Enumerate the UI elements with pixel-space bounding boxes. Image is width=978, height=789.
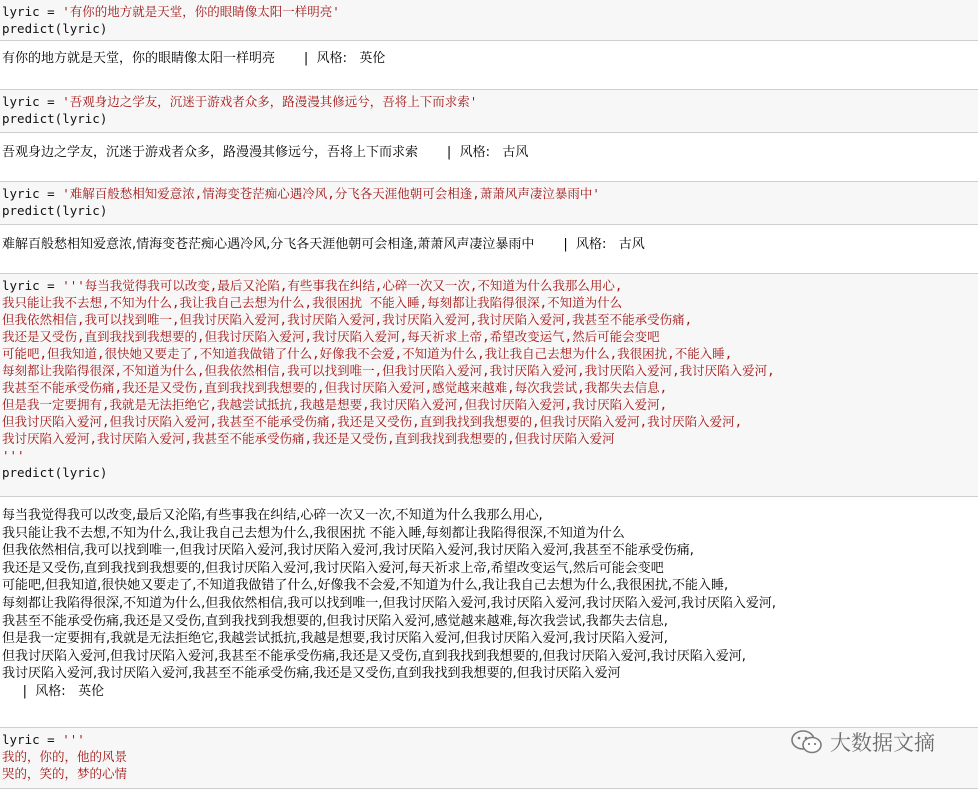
watermark-text: 大数据文摘 xyxy=(830,731,935,755)
output-line: 吾观身边之学友，沉迷于游戏者众多，路漫漫其修远兮，吾将上下而求索 | 风格: 古风 xyxy=(2,145,529,160)
code-line: lyric = ''' xyxy=(2,732,85,747)
code-line: lyric = '难解百般愁相知爱意浓,情海变苍茫痴心遇冷风,分飞各天涯他朝可会相逢,萧萧风声凄泣暴雨中' xyxy=(2,186,600,201)
code-line: 每刻都让我陷得很深,不知道为什么,但我依然相信,我可以找到唯一,但我讨厌陷入爱河,我讨厌陷入爱河,我讨厌陷入爱河,我讨厌陷入爱河, xyxy=(2,363,775,378)
code-line: predict(lyric) xyxy=(2,465,108,480)
output-cell-4 xyxy=(0,507,978,701)
output-line: 我只能让我不去想,不知为什么,我让我自己去想为什么,我很困扰 不能入睡,每刻都让我陷得很深,不知道为什么 xyxy=(2,525,625,541)
code-line: lyric = '有你的地方就是天堂，你的眼睛像太阳一样明亮' xyxy=(2,4,340,19)
code-line: lyric = '吾观身边之学友，沉迷于游戏者众多，路漫漫其修远兮，吾将上下而求索' xyxy=(2,94,478,109)
output-line: 我甚至不能承受伤痛,我还是又受伤,直到我找到我想要的,但我讨厌陷入爱河,感觉越来越难,每次我尝试,我都失去信息, xyxy=(2,613,668,629)
code-line: predict(lyric) xyxy=(2,21,108,36)
output-line: 我讨厌陷入爱河,我讨厌陷入爱河,我甚至不能承受伤痛,我还是又受伤,直到我找到我想要的,但我讨厌陷入爱河 xyxy=(2,666,621,682)
code-line: 哭的，笑的，梦的心情 xyxy=(2,766,128,781)
output-cell-3 xyxy=(0,236,978,254)
code-cell-4[interactable] xyxy=(0,273,978,497)
output-line: 可能吧,但我知道,很快她又要走了,不知道我做错了什么,好像我不会爱,不知道为什么,我让我自己去想为什么,我很困扰,不能入睡, xyxy=(2,578,729,594)
code-cell-3[interactable] xyxy=(0,181,978,225)
code-line: predict(lyric) xyxy=(2,203,108,218)
wechat-icon xyxy=(790,729,824,755)
code-line: 但我讨厌陷入爱河,但我讨厌陷入爱河,我甚至不能承受伤痛,我还是又受伤,直到我找到我想要的,但我讨厌陷入爱河,我讨厌陷入爱河, xyxy=(2,414,743,429)
output-line: 但我依然相信,我可以找到唯一,但我讨厌陷入爱河,我讨厌陷入爱河,我讨厌陷入爱河,我讨厌陷入爱河,我甚至不能承受伤痛, xyxy=(2,543,694,559)
code-line: ''' xyxy=(2,448,25,463)
code-cell-1[interactable] xyxy=(0,0,978,41)
code-line: predict(lyric) xyxy=(2,111,108,126)
output-line: 我还是又受伤,直到我找到我想要的,但我讨厌陷入爱河,我讨厌陷入爱河,每天祈求上帝,希望改变运气,然后可能会变吧 xyxy=(2,560,664,576)
code-line: 但是我一定要拥有,我就是无法拒绝它,我越尝试抵抗,我越是想要,我讨厌陷入爱河,但我讨厌陷入爱河,我讨厌陷入爱河, xyxy=(2,397,668,412)
output-cell-2 xyxy=(0,144,978,162)
output-line: 有你的地方就是天堂，你的眼睛像太阳一样明亮 | 风格: 英伦 xyxy=(2,51,386,66)
code-line: 我甚至不能承受伤痛,我还是又受伤,直到我找到我想要的,但我讨厌陷入爱河,感觉越来越难,每次我尝试,我都失去信息, xyxy=(2,380,668,395)
output-cell-1 xyxy=(0,50,978,68)
code-line: 我讨厌陷入爱河,我讨厌陷入爱河,我甚至不能承受伤痛,我还是又受伤,直到我找到我想要的,但我讨厌陷入爱河 xyxy=(2,431,615,446)
code-cell-2[interactable] xyxy=(0,89,978,133)
code-line: 但我依然相信,我可以找到唯一,但我讨厌陷入爱河,我讨厌陷入爱河,我讨厌陷入爱河,我讨厌陷入爱河,我甚至不能承受伤痛, xyxy=(2,312,693,327)
code-line: 我的，你的，他的风景 xyxy=(2,749,128,764)
output-line: 难解百般愁相知爱意浓,情海变苍茫痴心遇冷风,分飞各天涯他朝可会相逢,萧萧风声凄泣暴雨中 | 风格: 古风 xyxy=(2,237,645,252)
code-line: 我只能让我不去想,不知为什么,我让我自己去想为什么,我很困扰 不能入睡,每刻都让我陷得很深,不知道为什么 xyxy=(2,295,623,310)
output-line: | 风格: 英伦 xyxy=(2,683,105,699)
code-line: lyric = '''每当我觉得我可以改变,最后又沦陷,有些事我在纠结,心碎一次又一次,不知道为什么我那么用心, xyxy=(2,278,623,293)
output-line: 但我讨厌陷入爱河,但我讨厌陷入爱河,我甚至不能承受伤痛,我还是又受伤,直到我找到我想要的,但我讨厌陷入爱河,我讨厌陷入爱河, xyxy=(2,648,746,664)
output-line: 每当我觉得我可以改变,最后又沦陷,有些事我在纠结,心碎一次又一次,不知道为什么我那么用心, xyxy=(2,508,543,523)
code-line: 我还是又受伤,直到我找到我想要的,但我讨厌陷入爱河,我讨厌陷入爱河,每天祈求上帝,希望改变运气,然后可能会变吧 xyxy=(2,329,660,344)
output-line: 每刻都让我陷得很深,不知道为什么,但我依然相信,我可以找到唯一,但我讨厌陷入爱河,我讨厌陷入爱河,我讨厌陷入爱河,我讨厌陷入爱河, xyxy=(2,595,777,611)
code-line: 可能吧,但我知道,很快她又要走了,不知道我做错了什么,好像我不会爱,不知道为什么,我让我自己去想为什么,我很困扰,不能入睡, xyxy=(2,346,733,361)
watermark xyxy=(790,727,935,757)
output-line: 但是我一定要拥有,我就是无法拒绝它,我越尝试抵抗,我越是想要,我讨厌陷入爱河,但我讨厌陷入爱河,我讨厌陷入爱河, xyxy=(2,631,668,647)
